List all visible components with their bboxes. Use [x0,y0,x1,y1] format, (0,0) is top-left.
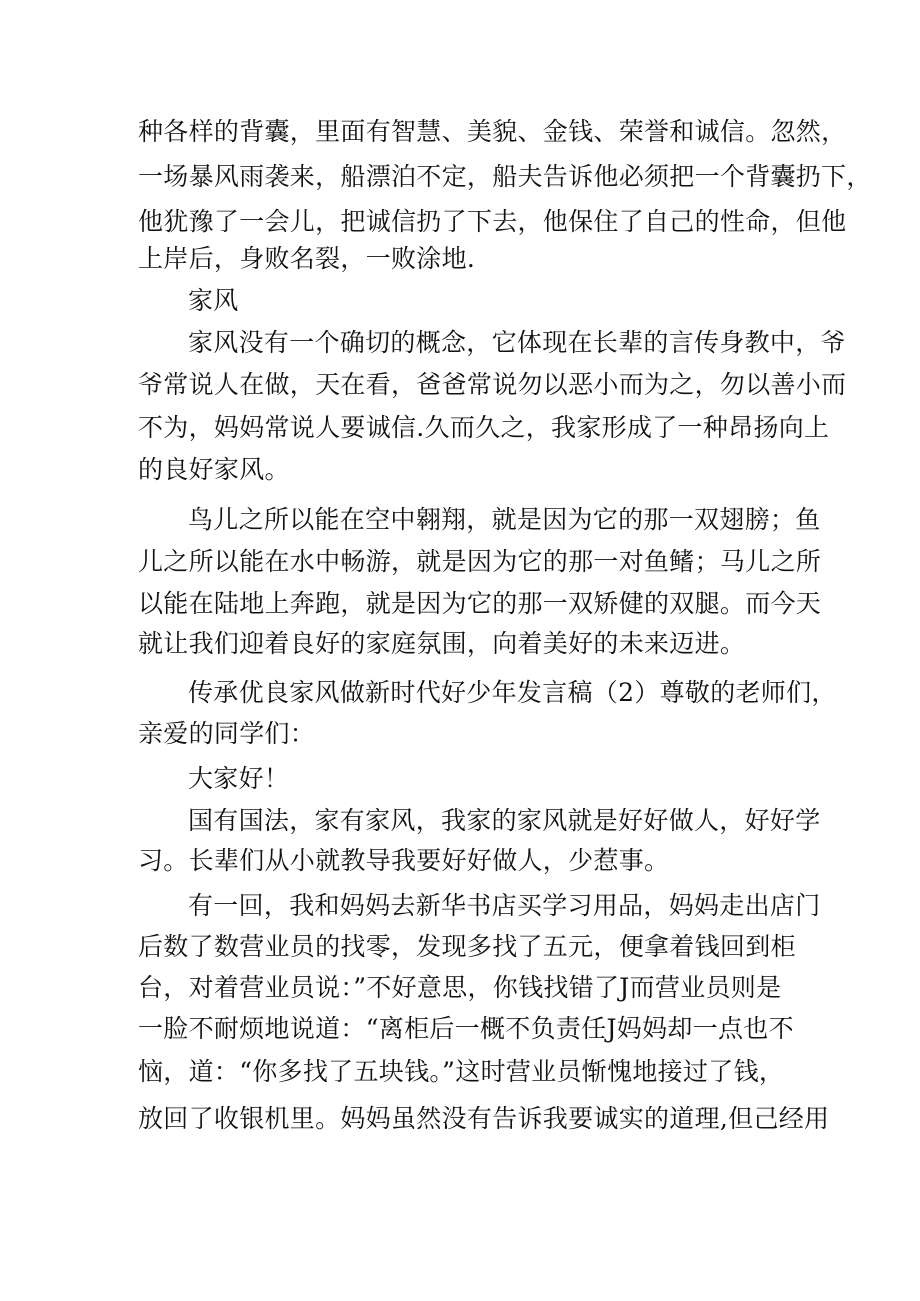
text-line: 他犹豫了一会儿，把诚信扔了下去，他保住了自己的性命，但他 [138,207,847,236]
section-heading: 家风 [188,286,239,315]
text-line: 的良好家风。 [138,455,290,484]
text-line: 儿之所以能在水中畅游，就是因为它的那一对鱼鳍；马儿之所 [138,547,822,576]
text-line: 以能在陆地上奔跑，就是因为它的那一双矫健的双腿。而今天 [138,589,822,618]
greeting: 大家好！ [188,764,290,793]
paragraph-start: 家风没有一个确切的概念，它体现在长辈的言传身教中，爷 [188,328,846,357]
paragraph-start: 有一回，我和妈妈去新华书店买学习用品，妈妈走出店门 [188,891,821,920]
text-line: 种各样的背囊，里面有智慧、美貌、金钱、荣誉和诚信。忽然， [138,117,847,146]
text-line: 习。长辈们从小就教导我要好好做人，少惹事。 [138,846,670,875]
text-line: 一场暴风雨袭来，船漂泊不定，船夫告诉他必须把一个背囊扔下， [138,162,872,191]
text-line: 爷常说人在做，天在看，爸爸常说勿以恶小而为之，勿以善小而 [138,370,847,399]
paragraph-start: 鸟儿之所以能在空中翱翔，就是因为它的那一双翅膀；鱼 [188,505,821,534]
text-line: 恼，道：“你多找了五块钱。”这时营业员惭愧地接过了钱， [138,1057,785,1086]
text-line: 放回了收银机里。妈妈虽然没有告诉我要诚实的道理,但己经用 [138,1104,830,1133]
text-line: 上岸后，身败名裂，一败涂地. [138,244,476,273]
text-line: 台，对着营业员说：”不好意思，你钱找错了J而营业员则是 [138,973,782,1002]
text-line: 亲爱的同学们： [138,719,316,748]
paragraph-start: 传承优良家风做新时代好少年发言稿（2）尊敬的老师们， [188,678,837,707]
paragraph-start: 国有国法，家有家风，我家的家风就是好好做人，好好学 [188,806,821,835]
text-line: 一脸不耐烦地说道：“离柜后一概不负责任J妈妈却一点也不 [138,1014,794,1043]
text-line: 不为，妈妈常说人要诚信.久而久之，我家形成了一种昂扬向上 [138,413,830,442]
text-line: 就让我们迎着良好的家庭氛围，向着美好的未来迈进。 [138,629,746,658]
text-line: 后数了数营业员的找零，发现多找了五元，便拿着钱回到柜 [138,932,796,961]
